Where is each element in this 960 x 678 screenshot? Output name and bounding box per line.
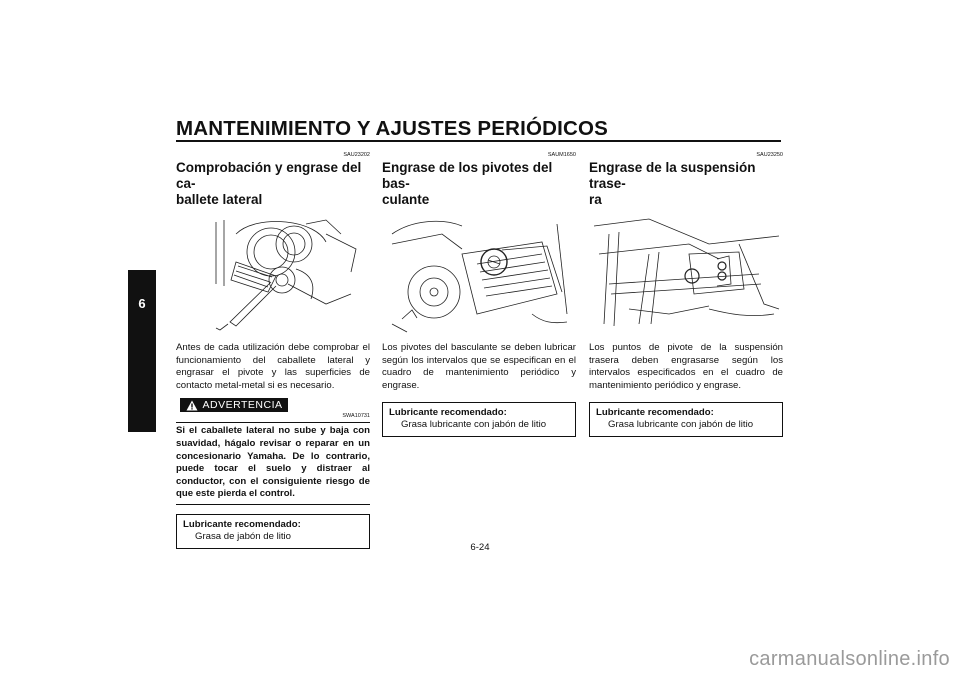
lubricant-box bbox=[176, 514, 370, 549]
section-code: SAU23250 bbox=[756, 152, 783, 158]
warning-triangle-icon bbox=[186, 400, 198, 411]
section-heading bbox=[176, 160, 370, 208]
lubricant-label: Lubricante recomendado: bbox=[596, 407, 714, 419]
lubricant-box bbox=[589, 402, 783, 437]
page-title: MANTENIMIENTO Y AJUSTES PERIÓDICOS bbox=[176, 117, 609, 140]
heading-text: Engrase de los pivotes del bas- culante bbox=[382, 160, 553, 207]
warning-label: ADVERTENCIA bbox=[202, 399, 283, 412]
section-body: Los puntos de pivote de la suspensión trasera deben engrasarse según los intervalos especificados en el cuadro de mantenimiento periódico y engrase. bbox=[589, 342, 783, 391]
side-stand-illustration bbox=[176, 214, 370, 334]
chapter-tab bbox=[128, 270, 156, 432]
watermark: carmanualsonline.info bbox=[749, 648, 950, 670]
page-number: 6-24 bbox=[470, 542, 490, 553]
title-rule bbox=[176, 140, 781, 142]
lubricant-value: Grasa de jabón de litio bbox=[195, 530, 291, 542]
section-heading bbox=[382, 160, 576, 208]
section-body: Los pivotes del basculante se deben lubricar según los intervalos que se especifican en el cuadro de mantenimiento periódico y engrase. bbox=[382, 342, 576, 391]
chapter-number: 6 bbox=[138, 296, 146, 311]
heading-text: Comprobación y engrase del ca- ballete lateral bbox=[176, 160, 362, 207]
section-side-stand bbox=[176, 152, 370, 549]
section-heading bbox=[589, 160, 783, 208]
warning-text: Si el caballete lateral no sube y baja con suavidad, hágalo revisar o reparar en un concesionario Yamaha. De lo contrario, puede tocar el suelo y distraer al conductor, con el consiguiente riesgo de que este pierda el control. bbox=[176, 425, 370, 500]
lubricant-label: Lubricante recomendado: bbox=[389, 407, 507, 419]
section-code: SAU23202 bbox=[343, 152, 370, 158]
section-swingarm bbox=[382, 152, 576, 437]
lubricant-label: Lubricante recomendado: bbox=[183, 518, 301, 530]
rear-suspension-illustration bbox=[589, 214, 783, 334]
heading-text: Engrase de la suspensión trase- ra bbox=[589, 160, 756, 207]
warning-badge bbox=[180, 398, 288, 412]
lubricant-value: Grasa lubricante con jabón de litio bbox=[401, 419, 547, 431]
section-rear-suspension bbox=[589, 152, 783, 437]
warning-code: SWA10731 bbox=[342, 413, 370, 420]
swingarm-illustration bbox=[382, 214, 576, 334]
section-body: Antes de cada utilización debe comprobar el funcionamiento del caballete lateral y engrasar el pivote y las superficies de contacto metal-metal si es necesario. bbox=[176, 342, 370, 391]
lubricant-box bbox=[382, 402, 576, 437]
section-code: SAUM1650 bbox=[547, 152, 576, 158]
warning-rule-bottom bbox=[176, 504, 370, 505]
lubricant-value: Grasa lubricante con jabón de litio bbox=[608, 419, 754, 431]
